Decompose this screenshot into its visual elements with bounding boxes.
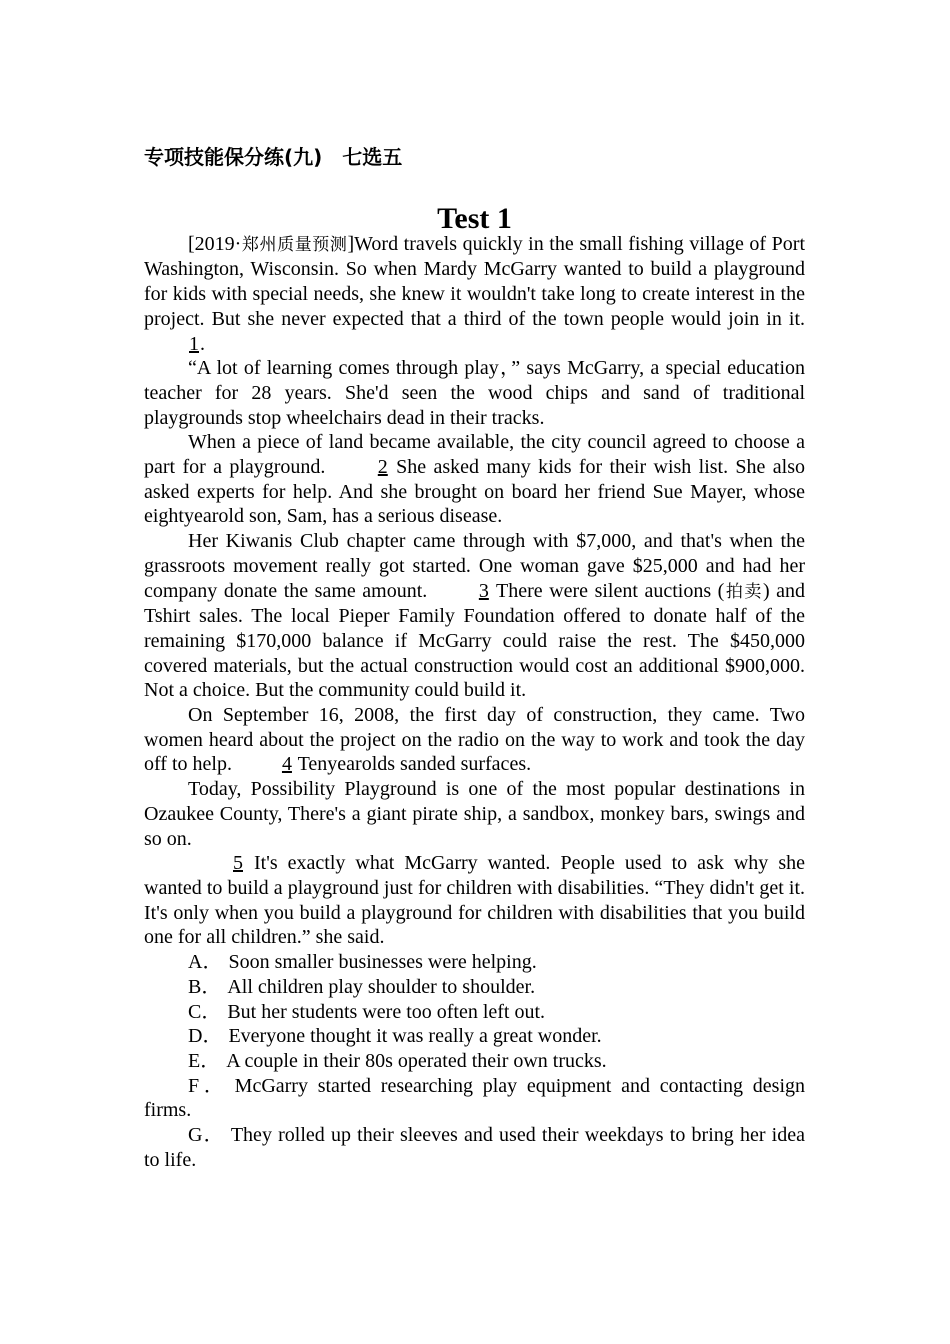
paragraph-6 <box>144 777 805 851</box>
blank-2: 2 <box>377 456 388 479</box>
option-letter: D． <box>188 1025 223 1048</box>
option-a <box>144 950 805 975</box>
option-text: They rolled up their sleeves and used their weekdays to bring her idea to life. <box>144 1124 805 1171</box>
paragraph-text: . <box>200 332 205 355</box>
option-d <box>144 1024 805 1049</box>
option-text: All children play shoulder to shoulder. <box>227 975 536 998</box>
source-region: 郑州质量预测 <box>241 234 348 255</box>
blank-3: 3 <box>478 579 489 602</box>
test-heading: Test 1 <box>437 202 512 235</box>
paragraph-text: “A lot of learning comes through play，” says McGarry, a special education teacher for 28 years. She'd seen the wood chips and sand of traditional playgrounds stop wheelchairs dead in their tracks. <box>144 357 805 429</box>
page-title: 专项技能保分练(九) 七选五 <box>144 145 403 169</box>
option-text: Soon smaller businesses were helping. <box>228 951 537 974</box>
paragraph-2 <box>144 356 805 430</box>
option-letter: C． <box>188 1000 222 1023</box>
paragraph-text: It's exactly what McGarry wanted. People used to ask why she wanted to build a playground just for children with disabilities. “They didn't get it. It's only when you build a playground for children with disabilities that you build one for all children.” she said. <box>144 852 805 949</box>
paragraph-3 <box>144 430 805 529</box>
blank-4: 4 <box>281 753 292 776</box>
paragraph-4 <box>144 529 805 703</box>
option-letter: G． <box>188 1124 225 1147</box>
paragraph-text: When a piece of land became available, the city council agreed to choose a part for a playground. <box>144 431 805 479</box>
option-text: Everyone thought it was really a great wonder. <box>228 1025 602 1048</box>
auction-gloss: 拍卖 <box>724 581 763 602</box>
paragraph-text: Today, Possibility Playground is one of the most popular destinations in Ozaukee County, There's a giant pirate ship, a sandbox, monkey bars, swings and so on. <box>144 778 805 850</box>
paragraph-1 <box>144 232 805 357</box>
paragraph-text: There were silent auctions ( <box>489 579 725 602</box>
option-text: A couple in their 80s operated their own trucks. <box>226 1049 607 1072</box>
option-g <box>144 1123 805 1172</box>
option-letter: E． <box>188 1049 221 1072</box>
option-letter: F． <box>188 1074 229 1097</box>
answer-options <box>144 950 805 1172</box>
option-text: McGarry started researching play equipment and contacting design firms. <box>144 1074 806 1122</box>
paragraph-text: Her Kiwanis Club chapter came through with $7,000, and that's when the grassroots movement really got started. One woman gave $25,000 and had her company donate the same amount. <box>144 530 805 602</box>
paragraph-text: ) and Tshirt sales. The local Pieper Family Foundation offered to donate half of the remaining $170,000 balance if McGarry could raise the rest. The $450,000 covered materials, but the actual construction would cost an additional $900,000. Not a choice. But the community could build it. <box>144 579 806 702</box>
blank-5: 5 <box>233 852 243 875</box>
paragraph-text: Tenyearolds sanded surfaces. <box>292 753 532 776</box>
source-lead: [2019· <box>188 232 242 255</box>
blank-1: 1 <box>189 332 199 355</box>
paragraph-text: On September 16, 2008, the first day of construction, they came. Two women heard about the project on the radio on the way to work and took the day off to help. <box>144 704 805 776</box>
option-f <box>144 1074 805 1123</box>
option-c <box>144 1000 805 1025</box>
paragraph-5 <box>144 703 805 777</box>
option-e <box>144 1049 805 1074</box>
passage-content <box>144 202 806 1172</box>
option-letter: B． <box>188 975 222 998</box>
option-letter: A． <box>188 951 223 974</box>
option-text: But her students were too often left out. <box>227 1000 546 1023</box>
option-b <box>144 975 805 1000</box>
paragraph-text: She asked many kids for their wish list. She also asked experts for help. And she brought on board her friend Sue Mayer, whose eightyearold son, Sam, has a serious disease. <box>144 456 805 528</box>
paragraph-7 <box>144 851 805 950</box>
paragraph-text: ]Word travels quickly in the small fishing village of Port Washington, Wisconsin. So when Mardy McGarry wanted to build a playground for kids with special needs, she knew it wouldn't take long to create interest in the project. But she never expected that a third of the town people would join in it. <box>144 232 806 330</box>
